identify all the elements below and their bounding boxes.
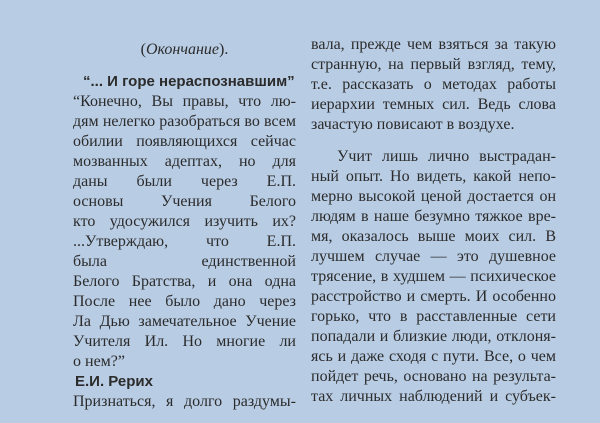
quote-line: даны были через Е.П. (73, 173, 296, 190)
left-column (73, 0, 296, 412)
paragraph-2 (311, 147, 556, 407)
body-line: пойдет речь, основано на результа- (311, 368, 556, 385)
body-line: мя, оказалось выше моих сил. В (311, 228, 556, 245)
body-line: странную, на первый взгляд, тему, (311, 56, 556, 73)
quote-line: После нее было дано через (73, 293, 296, 310)
quote-author: Е.И. Рерих (75, 373, 153, 390)
paragraph-gap (311, 135, 556, 147)
body-line: зачастую повисают в воздухе. (311, 116, 515, 133)
body-line: ный опыт. Но видеть, какой непо- (311, 168, 556, 185)
body-line: мерно высокой ценой достается он (311, 188, 556, 205)
right-column (311, 0, 556, 407)
paragraph-1 (311, 35, 556, 135)
body-line: ясь и даже сходя с пути. Все, о чем (311, 348, 556, 365)
body-line: трясение, в худшем — психическое (311, 268, 556, 285)
body-line: людям в наше безумно тяжкое вре- (311, 208, 556, 225)
body-line: тах личных наблюдений и субъек- (311, 388, 556, 405)
body-line: т.е. рассказать о методах работы (311, 76, 556, 93)
quote-line: “Конечно, Вы правы, что лю- (73, 93, 296, 110)
body-line: иерархии темных сил. Ведь слова (311, 96, 556, 113)
body-line: Учит лишь лично выстрадан- (337, 148, 556, 165)
quote-line: мозванных адептах, но для (73, 153, 296, 170)
body-line: вала, прежде чем взяться за такую (311, 36, 556, 53)
quote-line: была единственной (73, 253, 296, 270)
quote-block (73, 92, 296, 372)
quote-line: Белого Братства, и она одна (73, 273, 296, 290)
quote-line: Ла Дью замечательное Учение (73, 313, 296, 330)
quote-line: кто удосужился изучить их? (73, 213, 296, 230)
quote-line: дям нелегко разобраться во всем (73, 113, 296, 130)
article-heading: “... И горе нераспознавшим” (83, 73, 295, 90)
quote-line: ...Утверждаю, что Е.П. (73, 233, 296, 250)
continuation-note-text: Окончание (145, 41, 220, 58)
quote-line: Учителя Ил. Но многие ли (73, 333, 296, 350)
body-line: попадали и близкие люди, отклоня- (311, 328, 556, 345)
body-line: расстройство и смерть. И особенно (311, 288, 556, 305)
quote-line: обилии появляющихся сейчас (73, 133, 296, 150)
continuation-note: (Окончание). (140, 41, 229, 58)
body-line: горько, что в расставленные сети (311, 308, 556, 325)
quote-line: о нем?” (73, 353, 125, 370)
body-line: Признаться, я долго раздумы- (73, 393, 296, 410)
quote-line: основы Учения Белого (73, 193, 296, 210)
body-line: лучшем случае — это душевное (311, 248, 556, 265)
